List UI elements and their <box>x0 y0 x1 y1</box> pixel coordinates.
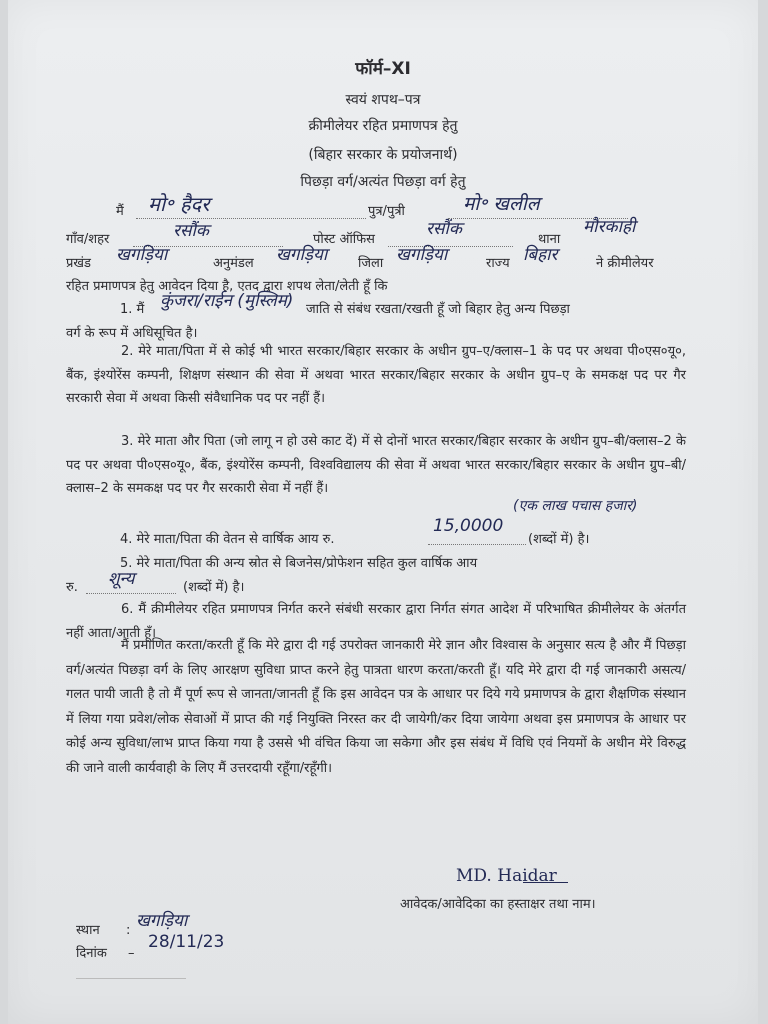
form-subtitle: स्वयं शपथ–पत्र <box>345 92 421 108</box>
hw-prakhand: खगड़िया <box>116 245 168 265</box>
hw-applicant-name: मो॰ हैदर <box>148 192 210 216</box>
point3-text: 3. मेरे माता और पिता (जो लागू न हो उसे काट दें) में से दोनों भारत सरकार/बिहार सरकार के अधीन ग्रुप–बी/क्लास–2 के पद पर अथवा पी०एस०यू०, बैंक, इंश्योरेंस कम्पनी, विश्वविद्यालय की सेवा में अथवा भारत सरकार/बिहार सरकार के अधीन ग्रुप–बी/क्लास–2 के समकक्ष पद पर गैर सरकारी सेवा में नहीं हैं। <box>66 434 686 496</box>
hw-post-office: रसौंक <box>426 219 462 239</box>
label-post-office: पोस्ट ऑफिस <box>313 232 375 247</box>
label-son-of: पुत्र/पुत्री <box>368 204 405 219</box>
income-line <box>428 544 526 545</box>
point5-suffix: (शब्दों में) है। <box>183 580 245 595</box>
hw-date: 28/11/23 <box>148 932 225 952</box>
affidavit-page <box>8 0 758 1024</box>
intro-line3: रहित प्रमाणपत्र हेतु आवेदन दिया है, एतद द्वारा शपथ लेता/लेती हूँ कि <box>66 279 388 294</box>
hw-thana: मौरकाही <box>583 217 636 237</box>
label-anumandal: अनुमंडल <box>213 256 254 271</box>
point1-text-cont: वर्ग के रूप में अधिसूचित है। <box>66 326 198 341</box>
hw-anumandal: खगड़िया <box>276 245 328 265</box>
point1-text: जाति से संबंध रखता/रखती हूँ जो बिहार हेतु अन्य पिछड़ा <box>306 302 570 317</box>
point4-suffix: (शब्दों में) है। <box>528 532 590 547</box>
place-colon: : <box>126 923 131 938</box>
label-state: राज्य <box>486 256 510 271</box>
declaration-text: मैं प्रमाणित करता/करती हूँ कि मेरे द्वारा दी गई उपरोक्त जानकारी मेरे ज्ञान और विश्वास के अनुसार सत्य है और मैं पिछड़ा वर्ग/अत्यंत पिछड़ा वर्ग के लिए आरक्षण सुविधा प्राप्त करने हेतु पात्रता धारण करता/करती हूँ। यदि मेरे द्वारा दी गई जानकारी असत्य/गलत पायी जाती है तो मैं पूर्ण रूप से जानता/जानती हूँ कि इस आवेदन पत्र के आधार पर दिये गये प्रमाणपत्र के द्वारा शैक्षणिक संस्थान में लिया गया प्रवेश/लोक सेवाओं में प्राप्त की गई नियुक्ति निरस्त कर दी जायेगी/कर दिया जायेगा अथवा इस प्रमाणपत्र के आधार पर कोई अन्य सुविधा/लाभ प्राप्त किया गया है उससे भी वंचित किया जा सकेगा और इस संबंध में विधि एवं नियमों के अधीन मेरे विरुद्ध की जाने वाली कार्यवाही के लिए मैं उत्तरदायी रहूँगा/रहूँगी। <box>66 638 686 776</box>
point6-text: 6. मैं क्रीमीलेयर रहित प्रमाणपत्र निर्गत करने संबंधी सरकार द्वारा निर्गत संगत आदेश में परिभाषित क्रीमीलेयर के अंतर्गत नहीं आता/आती हूँ। <box>66 602 686 641</box>
point4-text: 4. मेरे माता/पिता की वेतन से वार्षिक आय रु. <box>120 532 335 547</box>
date-dash: – <box>128 946 135 961</box>
hw-father-name: मो॰ खलील <box>463 193 540 215</box>
form-purpose: क्रीमीलेयर रहित प्रमाणपत्र हेतु <box>308 118 458 134</box>
hw-state: बिहार <box>523 245 558 265</box>
label-prakhand: प्रखंड <box>66 256 91 271</box>
hw-caste: कुंजरा/राईन (मुस्लिम) <box>160 291 294 311</box>
date-label: दिनांक <box>76 946 107 961</box>
label-village: गाँव/शहर <box>66 232 110 247</box>
hw-signature: MD. Haidar <box>456 866 557 886</box>
label-mai: मैं <box>116 204 124 219</box>
hw-place: खगड़िया <box>136 911 188 931</box>
point2-text: 2. मेरे माता/पिता में से कोई भी भारत सरकार/बिहार सरकार के अधीन ग्रुप–ए/क्लास–1 के पद पर अथवा पी०एस०यू०, बैंक, इंश्योरेंस कम्पनी, शिक्षण संस्थान की सेवा में अथवा भारत सरकार/बिहार सरकार के अधीन ग्रुप–ए के समकक्ष पद पर गैर सरकारी सेवा में अथवा किसी संवैधानिक पद पर नहीं हैं। <box>66 344 686 406</box>
hw-income-words: (एक लाख पचास हजार) <box>513 498 638 514</box>
label-thana: थाना <box>538 232 561 247</box>
hw-other-income: शून्य <box>108 569 135 589</box>
point5-rs: रु. <box>66 580 78 595</box>
other-income-line <box>86 593 176 594</box>
label-district: जिला <box>358 256 384 271</box>
hw-village: रसौंक <box>173 221 209 241</box>
place-label: स्थान <box>76 923 100 938</box>
hw-district: खगड़िया <box>396 245 448 265</box>
point1-prefix: 1. मैं <box>120 302 145 317</box>
name-line <box>136 218 366 219</box>
point5-text: 5. मेरे माता/पिता की अन्य स्रोत से बिजनेस/प्रोफेशन सहित कुल वार्षिक आय <box>120 556 478 571</box>
hw-income-number: 15,0000 <box>433 516 504 536</box>
label-tail: ने क्रीमीलेयर <box>596 256 654 271</box>
form-authority: (बिहार सरकार के प्रयोजनार्थ) <box>308 147 458 163</box>
form-title: फॉर्म–XI <box>355 59 411 79</box>
signature-label: आवेदक/आवेदिका का हस्ताक्षर तथा नाम। <box>400 897 596 912</box>
footer-faint-print <box>76 978 186 979</box>
signature-stroke <box>523 882 568 883</box>
form-category: पिछड़ा वर्ग/अत्यंत पिछड़ा वर्ग हेतु <box>300 174 466 190</box>
